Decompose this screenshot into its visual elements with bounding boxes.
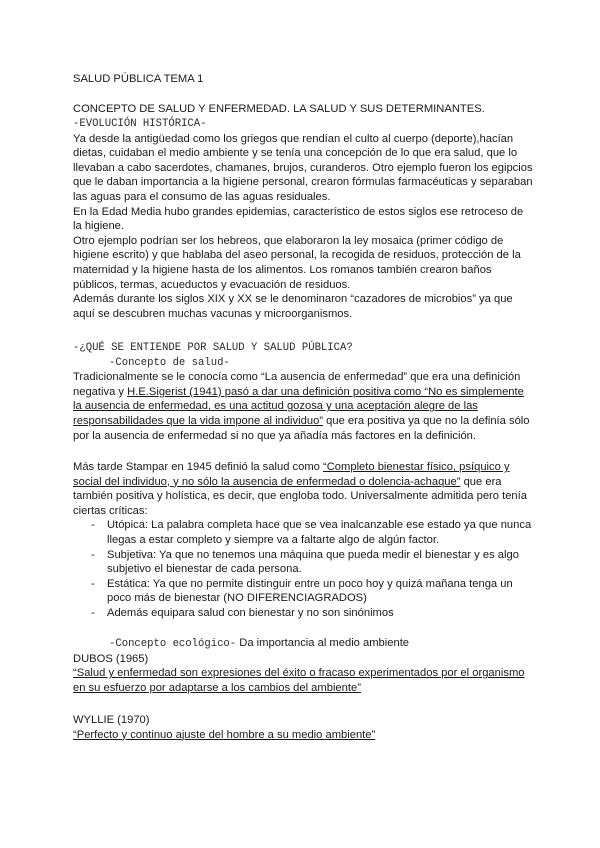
sigerist-comment-text: que era positiva ya que no la definía sólo por la ausencia de enfermedad si no que ya añadía más factores en la definición. [73, 414, 530, 442]
ecologico-section [73, 636, 533, 695]
concepto-ecologico-subtitle: -Concepto ecológico- [109, 638, 237, 650]
list-item: - Además equipara salud con bienestar y no son sinónimos [73, 606, 533, 621]
wyllie-label: WYLLIE (1970) [73, 714, 150, 726]
dubos-quote: “Salud y enfermedad son expresiones del éxito o fracaso experimentados por el organismo en su esfuerzo por adaptarse a los cambios del ambiente” [73, 667, 525, 694]
sigerist-definition: H.E.Sigerist (1941) pasó a dar una definición positiva como “No es simplemente la ausencia de enfermedad, es una actitud gozosa y una aceptación alegre de las responsabilidades que la vida impone al individuo” [73, 385, 524, 427]
criticas-list [73, 518, 533, 620]
list-item: - Estática: Ya que no permite distinguir entre un poco hoy y quizá mañana tenga un poco más de bienestar (NO DIFERENCIAGRADOS) [73, 577, 533, 606]
definicion-stampar-paragraph [73, 460, 533, 518]
dubos-label: DUBOS (1965) [73, 652, 149, 665]
concepto-ecologico-line [73, 636, 533, 652]
historia-paragraph-4: Además durante los siglos XIX y XX se le denominaron “cazadores de microbios” ya que aquí se descubren muchas vacunas y microorganismos. [73, 293, 513, 320]
pregunta-title: -¿QUÉ SE ENTIENDE POR SALUD Y SALUD PÚBLICA? [73, 342, 353, 354]
list-item: - Utópica: La palabra completa hace que se vea inalcanzable ese estado ya que nunca llegas a estar completo y siempre va a faltarte algo de algún factor. [73, 518, 533, 547]
wyllie-section [73, 713, 533, 742]
stampar-intro-text: Más tarde Stampar en 1945 definió la salud como [73, 461, 323, 473]
document-title: SALUD PÚBLICA TEMA 1 [73, 73, 204, 85]
definicion-sigerist-paragraph [73, 370, 533, 443]
sigerist-intro-text: Tradicionalmente se le conocía como “La ausencia de enfermedad” que era una definición negativa y [73, 371, 521, 398]
historia-section [73, 117, 533, 321]
stampar-definition: “Completo bienestar físico, psíquico y social del individuo, y no sólo la ausencia de enfermedad o dolencia-achaque” [73, 461, 510, 488]
list-item: - Subjetiva: Ya que no tenemos una máquina que pueda medir el bienestar y es algo subjetivo el bienestar de cada persona. [73, 548, 533, 577]
historia-paragraph-1: Ya desde la antigüedad como los griegos que rendían el culto al cuerpo (deporte),hacían dietas, cuidaban el medio ambiente y se tenía una concepción de lo que era salud, que lo llevaban a cabo sacerdotes, chamanes, brujos, curanderos. Otro ejemplo fueron los egipcios que le daban importancia a la higiene personal, crearon fórmulas farmacéuticas y separaban las aguas para el consumo de las aguas residuales. [73, 132, 533, 203]
stampar-section [73, 460, 533, 621]
stampar-comment-text: que era también positiva y holística, es decir, que engloba todo. Universalmente admitida pero tenía ciertas críticas: [73, 475, 527, 517]
concepto-salud-subtitle: -Concepto de salud- [109, 356, 230, 369]
wyllie-quote: “Perfecto y continuo ajuste del hombre a su medio ambiente” [73, 728, 376, 741]
pregunta-section [73, 341, 533, 443]
section-heading: CONCEPTO DE SALUD Y ENFERMEDAD. LA SALUD Y SUS DETERMINANTES. [73, 103, 485, 115]
historia-paragraph-2: En la Edad Media hubo grandes epidemias, característico de estos siglos ese retroceso de la higiene. [73, 205, 524, 233]
historia-paragraph-3: Otro ejemplo podrían ser los hebreos, que elaboraron la ley mosaica (primer código de higiene escrito) y que hablaba del aseo personal, la recogida de residuos, protección de la maternidad y la higiene hasta de los alimentos. Los romanos también crearon baños públicos, termas, acueductos y evacuación de residuos. [73, 234, 521, 291]
historia-subtitle: -EVOLUCIÓN HISTÓRICA- [73, 118, 207, 130]
concepto-ecologico-description: Da importancia al medio ambiente [236, 637, 410, 649]
